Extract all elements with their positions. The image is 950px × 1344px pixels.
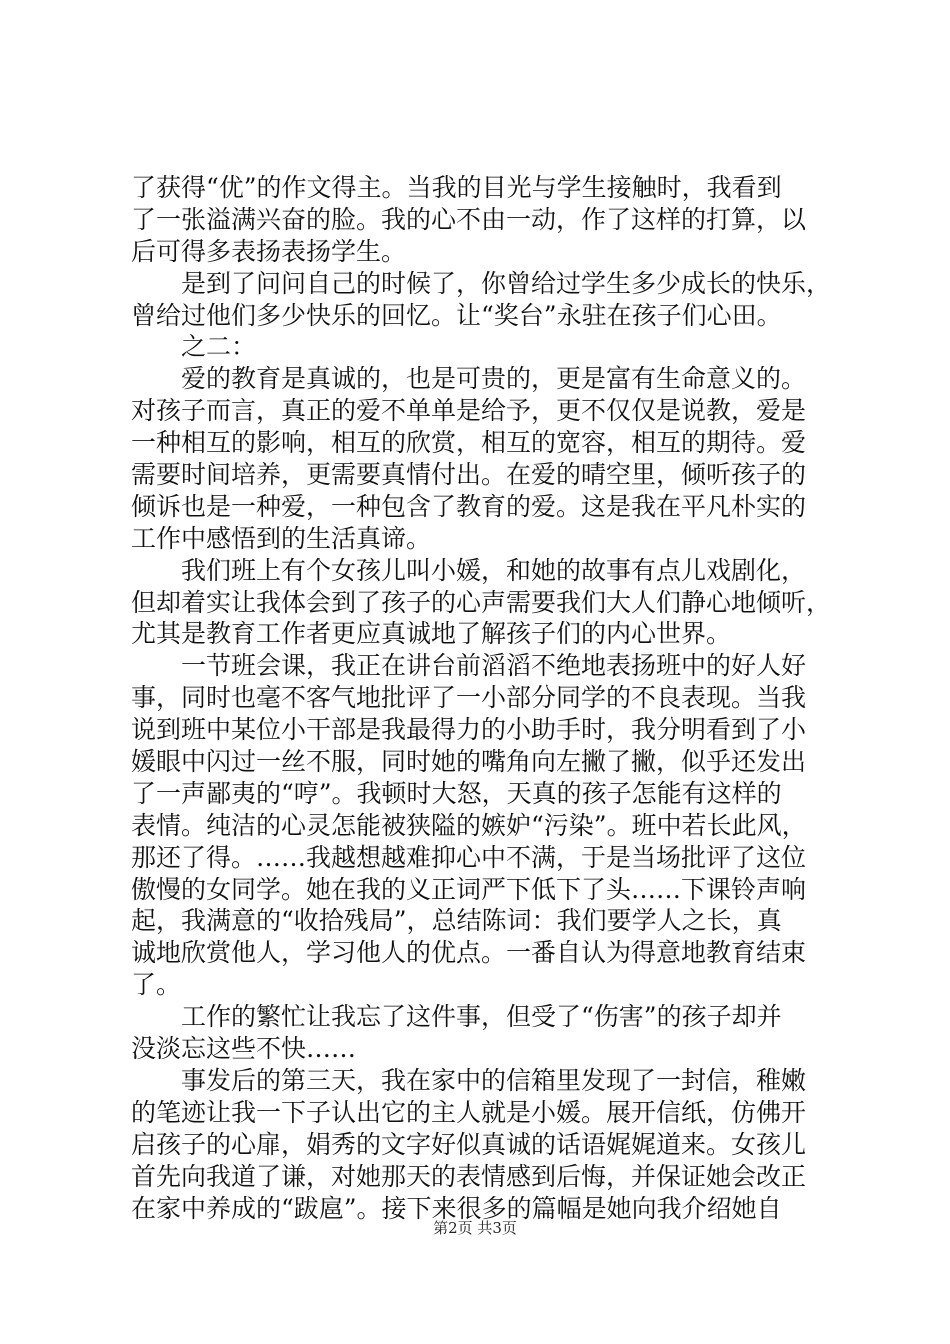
text-line: 需要时间培养，更需要真情付出。在爱的晴空里，倾听孩子的 bbox=[131, 460, 807, 490]
text-line: 工作的繁忙让我忘了这件事，但受了“伤害”的孩子却并 bbox=[181, 1002, 782, 1032]
text-line: 事发后的第三天，我在家中的信箱里发现了一封信，稚嫩 bbox=[181, 1065, 807, 1095]
body-text bbox=[131, 172, 831, 1224]
text-line: 了一张溢满兴奋的脸。我的心不由一动，作了这样的打算，以 bbox=[131, 204, 807, 234]
text-line: 在家中养成的“跋扈”。接下来很多的篇幅是她向我介绍她自 bbox=[131, 1193, 782, 1223]
text-line: 那还了得。……我越想越难抑心中不满，于是当场批评了这位 bbox=[131, 842, 807, 872]
text-line: 了获得“优”的作文得主。当我的目光与学生接触时，我看到 bbox=[131, 173, 782, 202]
text-line: 没淡忘这些不快…… bbox=[131, 1034, 357, 1064]
text-line: 起，我满意的“收拾残局”，总结陈词：我们要学人之长，真 bbox=[131, 906, 782, 936]
page-number-label: 第2页 共3页 bbox=[433, 1219, 517, 1237]
text-line: 说到班中某位小干部是我最得力的小助手时，我分明看到了小 bbox=[131, 715, 807, 745]
text-line: 首先向我道了谦，对她那天的表情感到后悔，并保证她会改正 bbox=[131, 1161, 807, 1191]
text-line: 傲慢的女同学。她在我的义正词严下低下了头……下课铃声响 bbox=[131, 874, 807, 904]
text-line: 曾给过他们多少快乐的回忆。让“奖台”永驻在孩子们心田。 bbox=[131, 300, 782, 330]
page-footer bbox=[0, 1217, 950, 1238]
text-line: 表情。纯洁的心灵怎能被狭隘的嫉妒“污染”。班中若长此风， bbox=[131, 810, 807, 840]
text-line: 尤其是教育工作者更应真诚地了解孩子们的内心世界。 bbox=[131, 619, 732, 649]
text-line: 对孩子而言，真正的爱不单单是给予，更不仅仅是说教，爱是 bbox=[131, 396, 807, 426]
text-line: 了。 bbox=[131, 970, 182, 1000]
text-line: 一种相互的影响，相互的欣赏，相互的宽容，相互的期待。爱 bbox=[131, 428, 807, 458]
text-line: 倾诉也是一种爱，一种包含了教育的爱。这是我在平凡朴实的 bbox=[131, 491, 807, 521]
text-line: 事，同时也毫不客气地批评了一小部分同学的不良表现。当我 bbox=[131, 683, 807, 713]
text-line: 之二： bbox=[181, 332, 257, 362]
text-line: 后可得多表扬表扬学生。 bbox=[131, 236, 407, 266]
text-line: 但却着实让我体会到了孩子的心声需要我们大人们静心地倾听， bbox=[131, 587, 832, 617]
text-line: 工作中感悟到的生活真谛。 bbox=[131, 523, 432, 553]
text-line: 一节班会课，我正在讲台前滔滔不绝地表扬班中的好人好 bbox=[181, 651, 807, 681]
text-line: 媛眼中闪过一丝不服，同时她的嘴角向左撇了撇，似乎还发出 bbox=[131, 747, 807, 777]
text-line: 我们班上有个女孩儿叫小媛，和她的故事有点儿戏剧化， bbox=[181, 555, 807, 585]
text-line: 爱的教育是真诚的，也是可贵的，更是富有生命意义的。 bbox=[181, 364, 807, 394]
text-line: 的笔迹让我一下子认出它的主人就是小媛。展开信纸，仿佛开 bbox=[131, 1097, 807, 1127]
text-line: 了一声鄙夷的“哼”。我顿时大怒，天真的孩子怎能有这样的 bbox=[131, 778, 782, 808]
text-line: 诚地欣赏他人，学习他人的优点。一番自认为得意地教育结束 bbox=[131, 938, 807, 968]
text-line: 启孩子的心扉，娟秀的文字好似真诚的话语娓娓道来。女孩儿 bbox=[131, 1129, 807, 1159]
text-line: 是到了问问自己的时候了，你曾给过学生多少成长的快乐， bbox=[181, 268, 832, 298]
